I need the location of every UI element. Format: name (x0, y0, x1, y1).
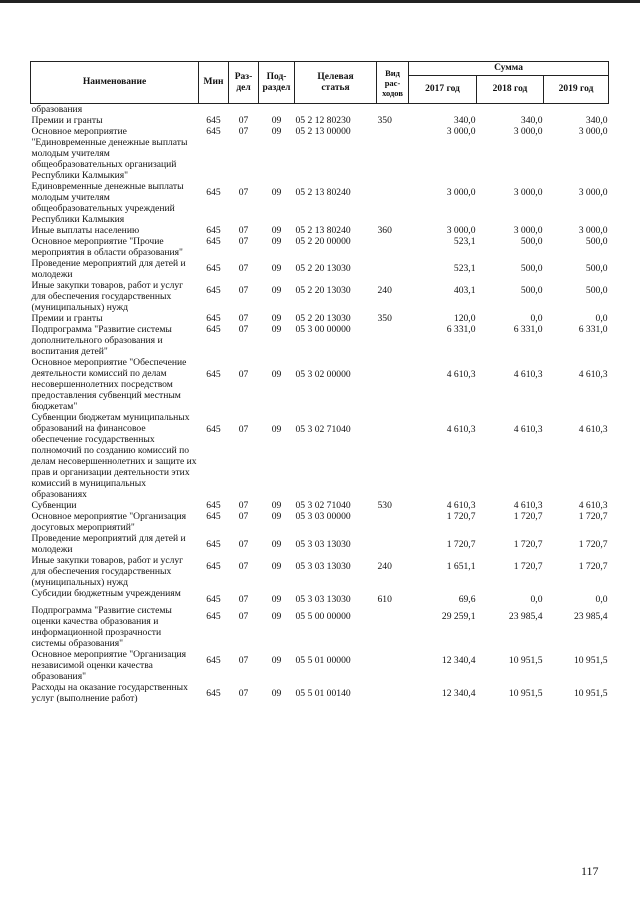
cell-min: 645 (206, 424, 221, 435)
cell-name: Основное мероприятие "Прочие мероприятия в области образования" (31, 236, 183, 258)
cell-podrazdel: 09 (271, 236, 282, 247)
cell-vid (377, 357, 409, 412)
cell-2018: 0,0 (530, 594, 543, 605)
cell-razdel: 07 (238, 225, 249, 236)
cell-2019 (544, 104, 609, 116)
cell-2018: 6 331,0 (513, 324, 543, 335)
cell-razdel: 07 (238, 313, 249, 324)
cell-target: 05 2 13 00000 (295, 126, 351, 137)
table-row (31, 511, 609, 533)
cell-target: 05 2 20 13030 (295, 285, 351, 296)
cell-target: 05 3 02 00000 (295, 369, 351, 380)
cell-min: 645 (206, 688, 221, 699)
cell-podrazdel: 09 (271, 263, 282, 274)
cell-name: Субвенции (31, 500, 77, 511)
cell-podrazdel: 09 (271, 424, 282, 435)
cell-min: 645 (206, 285, 221, 296)
cell-2017: 523,1 (453, 236, 476, 247)
cell-vid: 360 (377, 225, 392, 236)
header-vid: Вид рас- ходов (377, 62, 409, 104)
table-row (31, 225, 609, 236)
cell-2017: 12 340,4 (441, 655, 476, 666)
cell-2019: 0,0 (595, 594, 608, 605)
header-target: Целевая статья (295, 62, 377, 104)
header-podrazdel: Под- раздел (259, 62, 295, 104)
cell-2019: 4 610,3 (578, 424, 608, 435)
cell-2018: 3 000,0 (513, 187, 543, 198)
cell-min: 645 (206, 126, 221, 137)
cell-podrazdel: 09 (271, 594, 282, 605)
header-name: Наименование (31, 62, 199, 104)
table-row (31, 181, 609, 225)
cell-min: 645 (206, 313, 221, 324)
cell-vid: 610 (377, 594, 392, 605)
cell-2019: 500,0 (585, 236, 608, 247)
cell-name: Единовременные денежные выплаты молодым учителям общеобразовательных учреждений Республики Калмыкия (31, 181, 184, 225)
cell-2017: 29 259,1 (441, 611, 476, 622)
cell-2017: 3 000,0 (446, 187, 476, 198)
cell-vid (377, 126, 409, 181)
cell-2018: 500,0 (520, 263, 543, 274)
header-sum: Сумма (409, 62, 609, 76)
cell-target: 05 3 00 00000 (295, 324, 351, 335)
cell-razdel: 07 (238, 561, 249, 572)
cell-name: Основное мероприятие "Единовременные денежные выплаты молодым учителям общеобразовательных организаций Республики Калмыкия" (31, 126, 188, 181)
cell-razdel: 07 (238, 511, 249, 522)
cell-2017: 4 610,3 (446, 369, 476, 380)
cell-target: 05 3 03 00000 (295, 511, 351, 522)
cell-2019: 4 610,3 (578, 500, 608, 511)
cell-2019: 4 610,3 (578, 369, 608, 380)
table-row (31, 236, 609, 258)
cell-vid: 530 (377, 500, 392, 511)
cell-min: 645 (206, 511, 221, 522)
cell-razdel: 07 (238, 369, 249, 380)
cell-target: 05 2 13 80240 (295, 225, 351, 236)
cell-podrazdel: 09 (271, 539, 282, 550)
cell-min: 645 (206, 187, 221, 198)
cell-razdel: 07 (238, 324, 249, 335)
cell-vid (377, 511, 409, 533)
cell-razdel: 07 (238, 500, 249, 511)
table-row (31, 605, 609, 649)
cell-name: образования (31, 104, 83, 115)
cell-name: Премии и гранты (31, 313, 103, 324)
cell-min: 645 (206, 611, 221, 622)
header-razdel: Раз- дел (229, 62, 259, 104)
cell-2018: 3 000,0 (513, 126, 543, 137)
cell-podrazdel (259, 104, 295, 116)
cell-target: 05 3 03 13030 (295, 561, 351, 572)
table-row (31, 280, 609, 313)
cell-name: Основное мероприятие "Организация досуговых мероприятий" (31, 511, 187, 533)
cell-2017: 6 331,0 (446, 324, 476, 335)
cell-vid (377, 236, 409, 258)
cell-min: 645 (206, 225, 221, 236)
cell-target: 05 3 03 13030 (295, 539, 351, 550)
cell-2017: 403,1 (453, 285, 476, 296)
cell-razdel: 07 (238, 594, 249, 605)
table-row (31, 412, 609, 500)
cell-2019: 10 951,5 (573, 655, 608, 666)
cell-name: Расходы на оказание государственных услуг (выполнение работ) (31, 682, 188, 704)
cell-name: Премии и гранты (31, 115, 103, 126)
cell-podrazdel: 09 (271, 511, 282, 522)
cell-vid (377, 412, 409, 500)
cell-target (295, 104, 377, 116)
cell-razdel: 07 (238, 187, 249, 198)
cell-2018: 23 985,4 (508, 611, 543, 622)
cell-min: 645 (206, 115, 221, 126)
cell-razdel (229, 104, 259, 116)
cell-target: 05 2 20 13030 (295, 313, 351, 324)
cell-min: 645 (206, 655, 221, 666)
cell-razdel: 07 (238, 611, 249, 622)
cell-2019: 23 985,4 (573, 611, 608, 622)
cell-2017: 1 720,7 (446, 511, 476, 522)
table-row (31, 313, 609, 324)
table-row (31, 357, 609, 412)
top-border-line (0, 0, 640, 3)
header-2017: 2017 год (409, 76, 477, 104)
cell-razdel: 07 (238, 126, 249, 137)
cell-min: 645 (206, 539, 221, 550)
cell-2017: 120,0 (453, 313, 476, 324)
cell-podrazdel: 09 (271, 611, 282, 622)
cell-2019: 1 720,7 (578, 561, 608, 572)
cell-name: Проведение мероприятий для детей и молодежи (31, 258, 186, 280)
header-2018: 2018 год (477, 76, 544, 104)
header-min: Мин (199, 62, 229, 104)
cell-vid (377, 682, 409, 704)
cell-2017: 12 340,4 (441, 688, 476, 699)
cell-2019: 500,0 (585, 285, 608, 296)
page-number: 117 (581, 864, 599, 878)
cell-2018: 500,0 (520, 285, 543, 296)
table-row (31, 126, 609, 181)
cell-name: Подпрограмма "Развитие системы дополнительного образования и воспитания детей" (31, 324, 172, 357)
table-row (31, 258, 609, 280)
cell-vid: 240 (377, 285, 392, 296)
cell-vid (377, 104, 409, 116)
cell-2019: 1 720,7 (578, 511, 608, 522)
cell-name: Проведение мероприятий для детей и молодежи (31, 533, 186, 555)
table-row (31, 649, 609, 682)
cell-name: Основное мероприятие "Организация независимой оценки качества образования" (31, 649, 187, 682)
cell-2017: 4 610,3 (446, 424, 476, 435)
cell-2018: 1 720,7 (513, 511, 543, 522)
cell-target: 05 5 00 00000 (295, 611, 351, 622)
cell-min: 645 (206, 324, 221, 335)
cell-podrazdel: 09 (271, 115, 282, 126)
cell-2019: 10 951,5 (573, 688, 608, 699)
cell-name: Субвенции бюджетам муниципальных образований на финансовое обеспечение государственных полномочий по созданию комиссий по делам несовершеннолетних и защите их прав и организации деятельности этих комиссий в муниципальных образованиях (31, 412, 197, 500)
cell-2019: 3 000,0 (578, 187, 608, 198)
header-2019: 2019 год (544, 76, 609, 104)
cell-min: 645 (206, 594, 221, 605)
cell-2019: 3 000,0 (578, 225, 608, 236)
cell-vid (377, 533, 409, 555)
cell-2017 (409, 104, 477, 116)
cell-min (199, 104, 229, 116)
cell-name: Подпрограмма "Развитие системы оценки качества образования и информационной прозрачности системы образования" (31, 605, 172, 649)
cell-2018: 4 610,3 (513, 424, 543, 435)
cell-min: 645 (206, 561, 221, 572)
cell-2018: 1 720,7 (513, 539, 543, 550)
cell-vid: 350 (377, 313, 392, 324)
cell-name: Основное мероприятие "Обеспечение деятельности комиссий по делам несовершеннолетних посредством предоставления субвенций местным бюджетам" (31, 357, 187, 412)
cell-target: 05 5 01 00000 (295, 655, 351, 666)
table-row (31, 115, 609, 126)
cell-name: Иные закупки товаров, работ и услуг для обеспечения государственных (муниципальных) нужд (31, 280, 184, 313)
table-row (31, 555, 609, 588)
cell-name: Субсидии бюджетным учреждениям (31, 588, 181, 599)
table-header (31, 62, 609, 104)
cell-2017: 69,6 (458, 594, 476, 605)
cell-podrazdel: 09 (271, 561, 282, 572)
cell-razdel: 07 (238, 655, 249, 666)
cell-min: 645 (206, 500, 221, 511)
cell-vid (377, 258, 409, 280)
cell-target: 05 2 12 80230 (295, 115, 351, 126)
cell-vid (377, 324, 409, 357)
cell-2018: 340,0 (520, 115, 543, 126)
cell-target: 05 3 02 71040 (295, 424, 351, 435)
cell-min: 645 (206, 263, 221, 274)
cell-target: 05 5 01 00140 (295, 688, 351, 699)
table-body (31, 104, 609, 705)
cell-vid (377, 605, 409, 649)
table-row (31, 588, 609, 605)
table-row (31, 533, 609, 555)
cell-name: Иные закупки товаров, работ и услуг для обеспечения государственных (муниципальных) нужд (31, 555, 184, 588)
cell-razdel: 07 (238, 688, 249, 699)
table-row (31, 500, 609, 511)
cell-2017: 1 720,7 (446, 539, 476, 550)
cell-podrazdel: 09 (271, 500, 282, 511)
cell-podrazdel: 09 (271, 285, 282, 296)
cell-2019: 340,0 (585, 115, 608, 126)
cell-2019: 6 331,0 (578, 324, 608, 335)
cell-2017: 3 000,0 (446, 126, 476, 137)
cell-podrazdel: 09 (271, 655, 282, 666)
cell-2018: 1 720,7 (513, 561, 543, 572)
cell-name: Иные выплаты населению (31, 225, 140, 236)
cell-2018: 500,0 (520, 236, 543, 247)
cell-2017: 4 610,3 (446, 500, 476, 511)
cell-2017: 340,0 (453, 115, 476, 126)
cell-target: 05 2 20 13030 (295, 263, 351, 274)
cell-2018: 0,0 (530, 313, 543, 324)
cell-vid: 350 (377, 115, 392, 126)
cell-podrazdel: 09 (271, 187, 282, 198)
cell-podrazdel: 09 (271, 225, 282, 236)
cell-podrazdel: 09 (271, 324, 282, 335)
table-row (31, 324, 609, 357)
cell-vid: 240 (377, 561, 392, 572)
budget-table (30, 61, 609, 704)
cell-razdel: 07 (238, 424, 249, 435)
cell-2019: 500,0 (585, 263, 608, 274)
cell-2019: 1 720,7 (578, 539, 608, 550)
cell-podrazdel: 09 (271, 313, 282, 324)
cell-podrazdel: 09 (271, 688, 282, 699)
cell-2018: 4 610,3 (513, 500, 543, 511)
cell-target: 05 3 03 13030 (295, 594, 351, 605)
cell-2018: 4 610,3 (513, 369, 543, 380)
cell-2017: 1 651,1 (446, 561, 476, 572)
cell-podrazdel: 09 (271, 126, 282, 137)
cell-2018 (477, 104, 544, 116)
cell-vid (377, 649, 409, 682)
cell-2019: 3 000,0 (578, 126, 608, 137)
cell-podrazdel: 09 (271, 369, 282, 380)
cell-2019: 0,0 (595, 313, 608, 324)
cell-2018: 10 951,5 (508, 688, 543, 699)
cell-min: 645 (206, 369, 221, 380)
cell-min: 645 (206, 236, 221, 247)
cell-razdel: 07 (238, 263, 249, 274)
cell-target: 05 2 13 80240 (295, 187, 351, 198)
cell-2018: 10 951,5 (508, 655, 543, 666)
cell-razdel: 07 (238, 115, 249, 126)
cell-razdel: 07 (238, 285, 249, 296)
cell-razdel: 07 (238, 236, 249, 247)
cell-vid (377, 181, 409, 225)
cell-target: 05 3 02 71040 (295, 500, 351, 511)
cell-target: 05 2 20 00000 (295, 236, 351, 247)
cell-2017: 523,1 (453, 263, 476, 274)
cell-razdel: 07 (238, 539, 249, 550)
cell-2018: 3 000,0 (513, 225, 543, 236)
table-row (31, 682, 609, 704)
table-row (31, 104, 609, 116)
cell-2017: 3 000,0 (446, 225, 476, 236)
